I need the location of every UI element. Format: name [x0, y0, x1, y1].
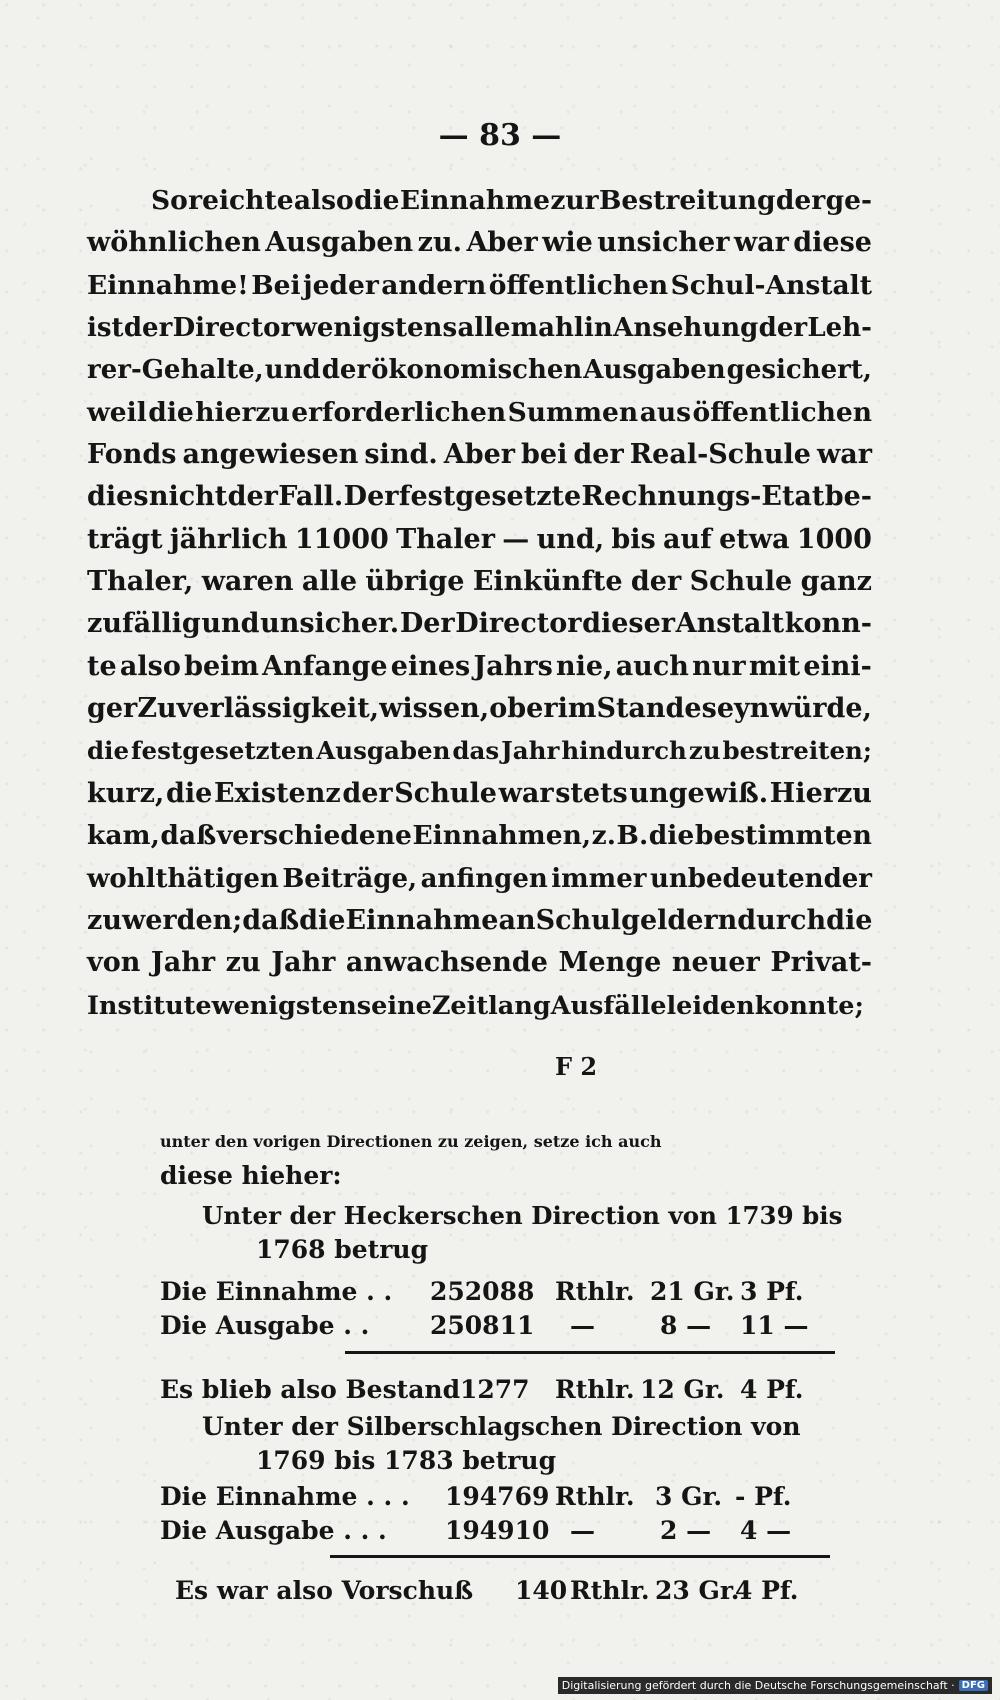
row-pf: 4 Pf.: [740, 1375, 804, 1404]
row-gr: 3 Gr.: [655, 1482, 723, 1511]
row-label: Die Ausgabe . . .: [160, 1516, 387, 1545]
paragraph-line: trägt jährlich 11000 Thaler — und, bis auf etwa 1000: [87, 523, 872, 555]
footnote-intro-line-1: unter den vorigen Directionen zu zeigen, setze ich auch: [160, 1132, 662, 1151]
row-gr: 2 —: [660, 1516, 712, 1545]
row-gr: 12 Gr.: [640, 1375, 725, 1404]
row-label: Es blieb also Bestand: [160, 1375, 461, 1404]
row-amount: 250811: [430, 1311, 535, 1340]
row-pf: - Pf.: [735, 1482, 792, 1511]
paragraph-line: rer-Gehalte, und der ökonomischen Ausgaben gesichert,: [87, 355, 872, 386]
row-label: Es war also Vorschuß: [175, 1576, 474, 1605]
row-gr: 23 Gr.: [655, 1576, 740, 1605]
dfg-logo: DFG: [959, 1680, 988, 1691]
silberschlag-income-row: [160, 1480, 810, 1514]
hecker-income-row: [160, 1275, 810, 1309]
paragraph-line: die festgesetzten Ausgaben das Jahr hindurch zu bestreiten;: [87, 736, 872, 766]
row-rthlr: Rthlr.: [555, 1482, 635, 1511]
row-amount: 252088: [430, 1277, 535, 1306]
row-rthlr: —: [570, 1516, 595, 1545]
hecker-sum-rule: [345, 1351, 835, 1354]
hecker-heading-line-2: 1768 betrug: [256, 1235, 429, 1264]
row-pf: 4 Pf.: [735, 1576, 799, 1605]
row-amount: 1277: [460, 1375, 530, 1404]
silberschlag-expense-row: [160, 1514, 810, 1548]
paragraph-line: von Jahr zu Jahr anwachsende Menge neuer Privat-: [87, 947, 872, 979]
footnote-intro-line-2: diese hieher:: [160, 1161, 342, 1190]
paragraph-line: So reichte also die Einnahme zur Bestreitung der ge-: [151, 185, 872, 216]
paragraph-line: weil die hierzu erforderlichen Summen aus öffentlichen: [87, 396, 872, 428]
paragraph-line: ist der Director wenigstens allemahl in Ansehung der Leh-: [87, 313, 872, 344]
row-label: Die Einnahme . .: [160, 1277, 393, 1306]
row-rthlr: Rthlr.: [555, 1277, 635, 1306]
silberschlag-sum-rule: [330, 1555, 830, 1558]
paragraph-line: zu werden; daß die Einnahme an Schulgeldern durch die: [87, 904, 873, 936]
hecker-expense-row: [160, 1309, 810, 1343]
silberschlag-heading-line-2: 1769 bis 1783 betrug: [256, 1446, 557, 1475]
row-pf: 11 —: [740, 1311, 809, 1340]
paragraph-line: kurz, die Existenz der Schule war stets ungewiß. Hierzu: [87, 777, 872, 809]
silberschlag-heading-line-1: Unter der Silberschlagschen Direction von: [202, 1412, 801, 1441]
row-label: Die Ausgabe . .: [160, 1311, 370, 1340]
page-number: — 83 —: [438, 118, 562, 153]
row-pf: 4 —: [740, 1516, 792, 1545]
row-pf: 3 Pf.: [740, 1277, 804, 1306]
paragraph-line: te also beim Anfange eines Jahrs nie, auch nur mit eini-: [87, 650, 872, 682]
paragraph-line: wohlthätigen Beiträge, anfingen immer unbedeutender: [87, 863, 872, 894]
row-amount: 194769: [445, 1482, 550, 1511]
paragraph-line: Fonds angewiesen sind. Aber bei der Real-Schule war: [87, 439, 872, 471]
paragraph-line: wöhnlichen Ausgaben zu. Aber wie unsicher war diese: [87, 227, 872, 259]
hecker-result-row: [160, 1373, 810, 1407]
paragraph-line: Institute wenigstens eine Zeit lang Ausfälle leiden konnte;: [87, 990, 864, 1021]
row-gr: 21 Gr.: [650, 1277, 735, 1306]
row-rthlr: —: [570, 1311, 595, 1340]
row-amount: 194910: [445, 1516, 550, 1545]
digitization-credit: [558, 1677, 992, 1694]
main-paragraph: [87, 180, 872, 1027]
row-rthlr: Rthlr.: [555, 1375, 635, 1404]
row-label: Die Einnahme . . .: [160, 1482, 410, 1511]
paragraph-line: Einnahme! Bei jeder andern öffentlichen Schul-Anstalt: [87, 269, 872, 301]
paragraph-line: dies nicht der Fall. Der festgesetzte Rechnungs-Etat be-: [87, 481, 872, 513]
row-rthlr: Rthlr.: [570, 1576, 650, 1605]
paragraph-line: zufällig und unsicher. Der Director dieser Anstalt konn-: [87, 608, 872, 640]
row-gr: 8 —: [660, 1311, 712, 1340]
paragraph-line: ger Zuverlässigkeit, wissen, ob er im Stande seyn würde,: [87, 693, 872, 725]
paragraph-line: kam, daß verschiedene Einnahmen, z. B. die bestimmten: [87, 820, 872, 852]
paragraph-line: Thaler, waren alle übrige Einkünfte der Schule ganz: [87, 566, 872, 598]
row-amount: 140: [515, 1576, 568, 1605]
signature-mark: F 2: [555, 1052, 598, 1081]
hecker-heading-line-1: Unter der Heckerschen Direction von 1739 bis: [202, 1201, 843, 1230]
credit-text: Digitalisierung gefördert durch die Deutsche Forschungsgemeinschaft ·: [561, 1679, 955, 1692]
silberschlag-result-row: [160, 1574, 810, 1608]
